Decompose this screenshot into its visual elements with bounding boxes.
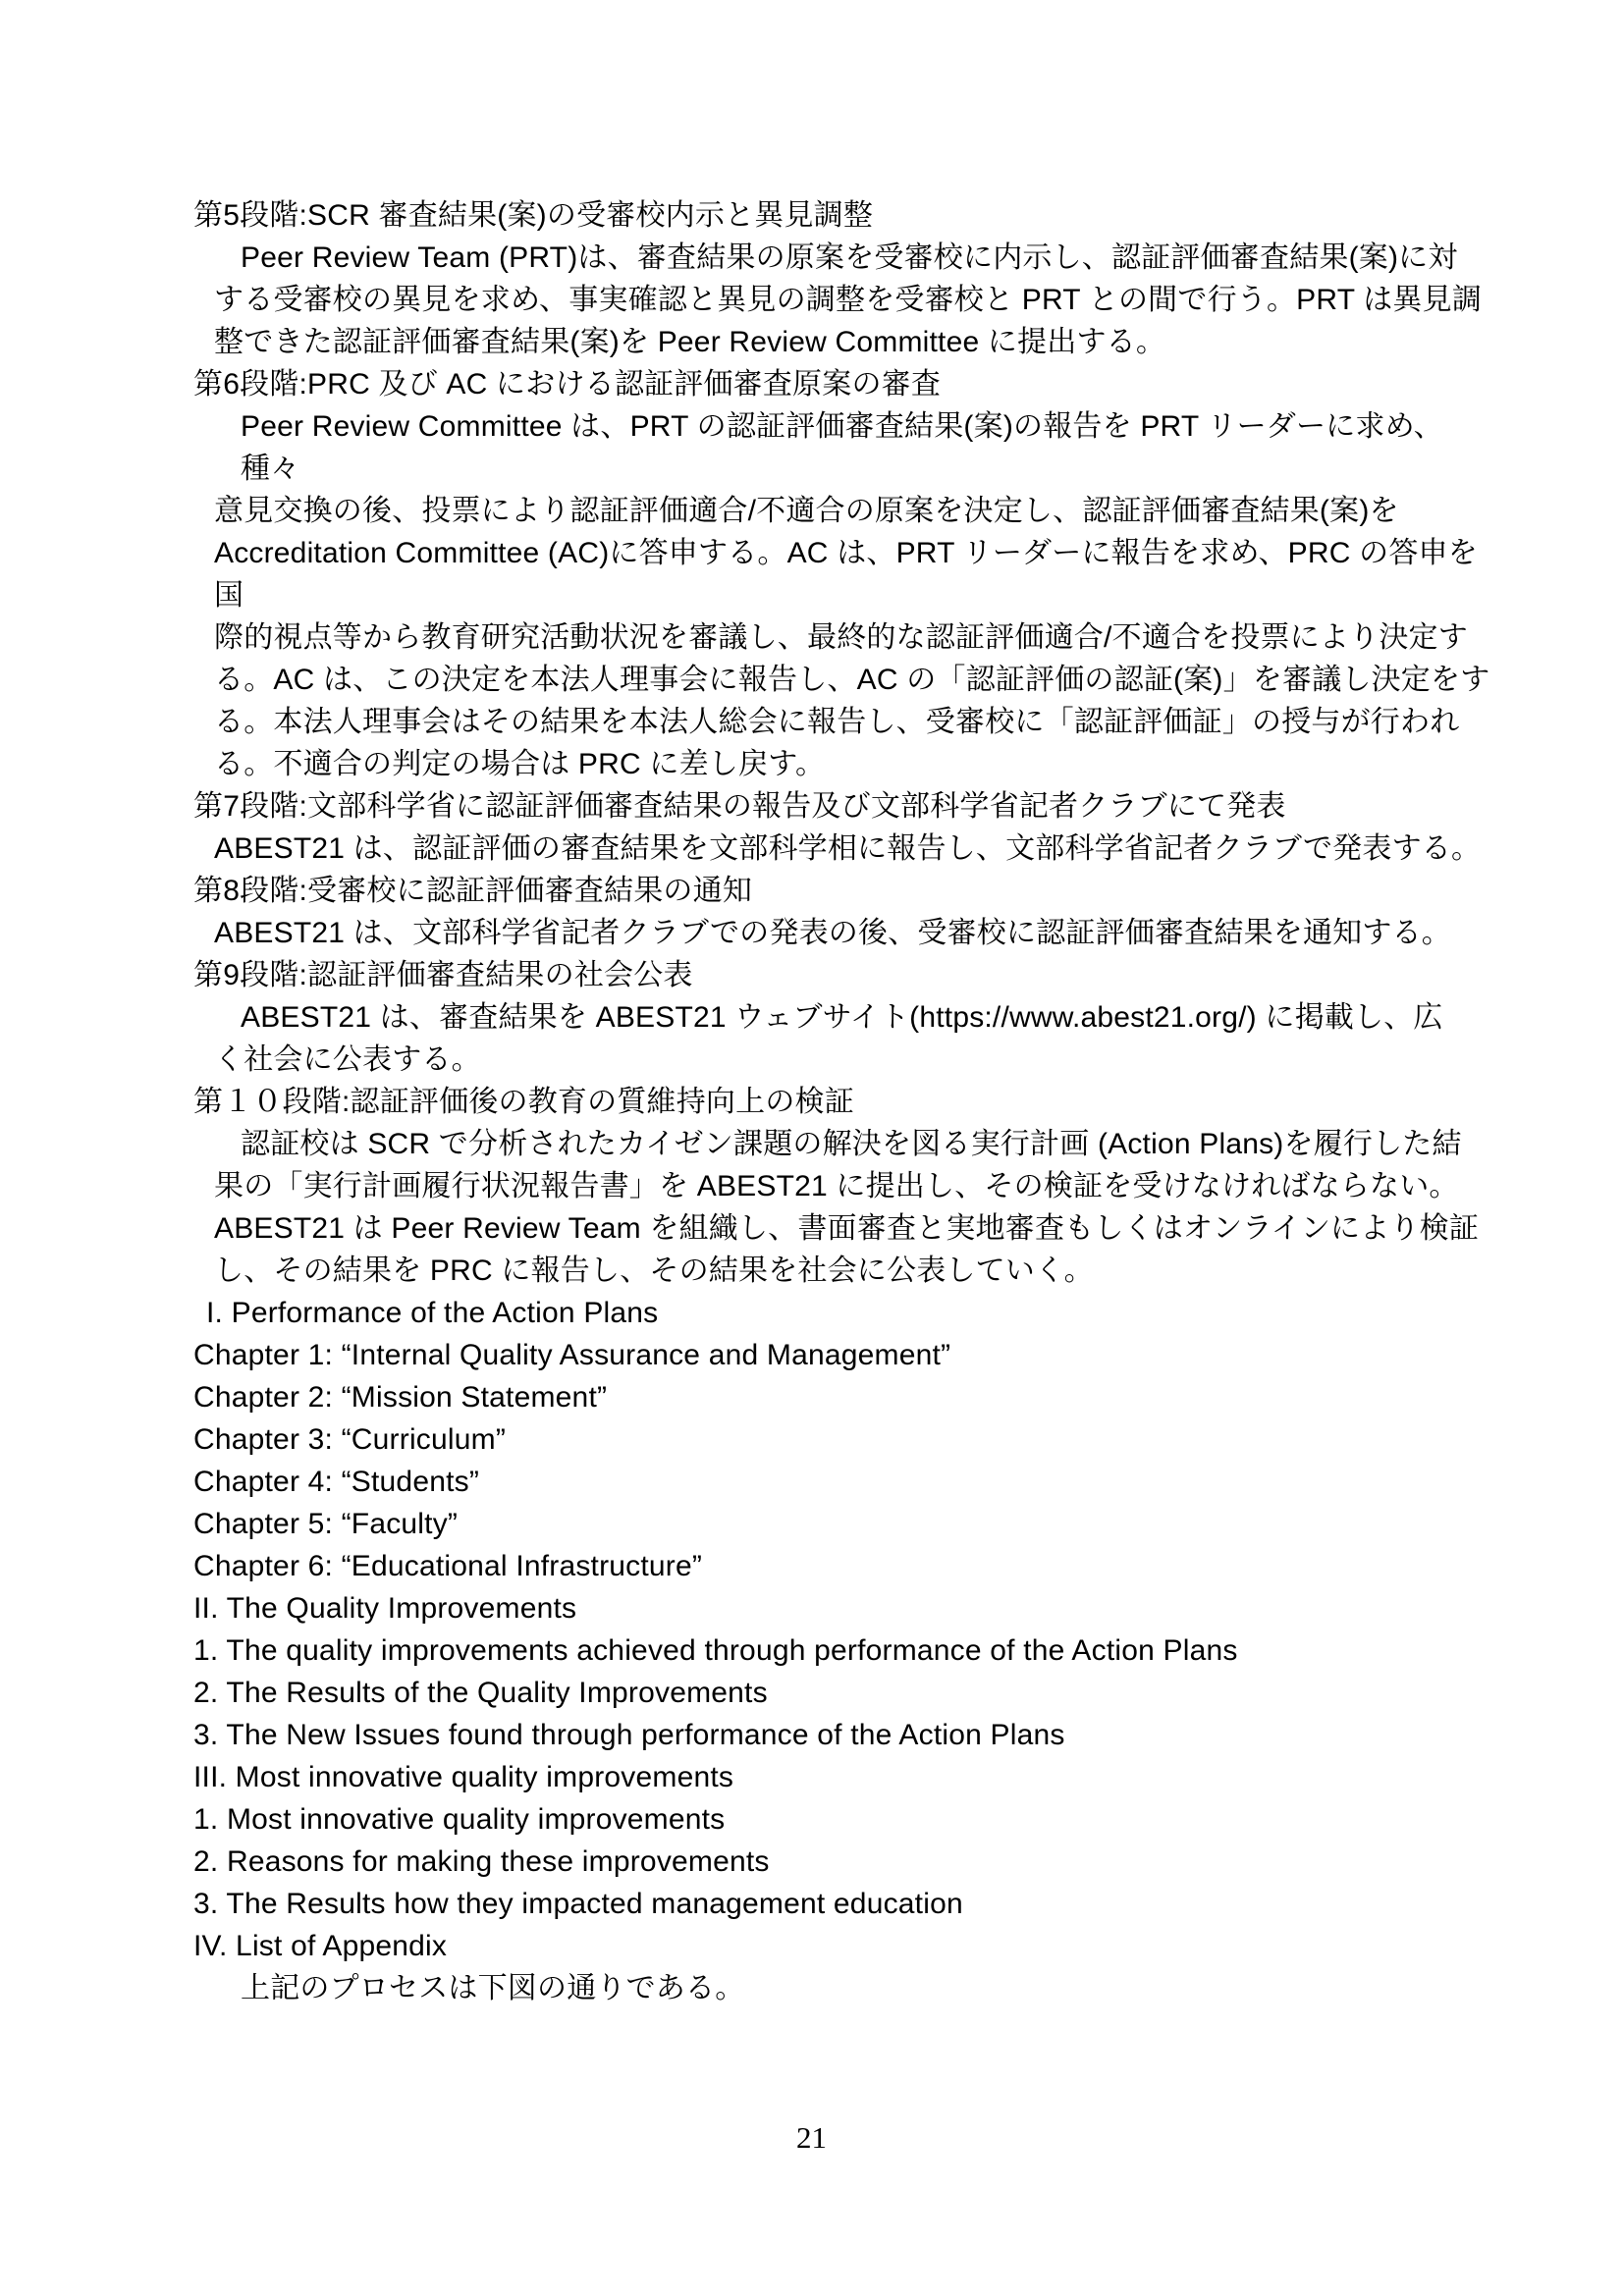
document-line: Chapter 5: “Faculty” [193,1508,459,1540]
document-line: Chapter 3: “Curriculum” [193,1423,507,1456]
document-body [193,194,1494,2009]
document-line: 1. Most innovative quality improvements [193,1803,726,1836]
document-line: 3. The Results how they impacted management education [193,1888,963,1920]
document-line: Chapter 2: “Mission Statement” [193,1381,608,1414]
document-line: ABEST21 は、文部科学省記者クラブでの発表の後、受審校に認証評価審査結果を通知する。 [214,917,1451,949]
document-line: する受審校の異見を求め、事実確認と異見の調整を受審校と PRT との間で行う。PRT は異見調 [214,284,1483,316]
document-line: 3. The New Issues found through performance of the Action Plans [193,1719,1065,1751]
document-line: Chapter 6: “Educational Infrastructure” [193,1550,703,1582]
document-line: ABEST21 は、審査結果を ABEST21 ウェブサイト(https://www.abest21.org/) に掲載し、広 [241,1001,1443,1034]
document-line: 第6段階:PRC 及び AC における認証評価審査原案の審査 [193,368,942,400]
document-line: 第7段階:文部科学省に認証評価審査結果の報告及び文部科学省記者クラブにて発表 [193,790,1286,823]
document-line: Peer Review Committee は、PRT の認証評価審査結果(案)の報告を PRT リーダーに求め、種々 [241,410,1443,485]
document-line: る。AC は、この決定を本法人理事会に報告し、AC の「認証評価の認証(案)」を審議し決定をす [214,664,1490,696]
document-line: III. Most innovative quality improvements [193,1761,734,1793]
document-line: I. Performance of the Action Plans [206,1297,659,1329]
document-line: く社会に公表する。 [214,1043,481,1076]
document-line: 意見交換の後、投票により認証評価適合/不適合の原案を決定し、認証評価審査結果(案)を [214,495,1399,527]
document-line: ABEST21 は Peer Review Team を組織し、書面審査と実地審査もしくはオンラインにより検証 [214,1212,1480,1245]
document-line: Accreditation Committee (AC)に答申する。AC は、PRT リーダーに報告を求め、PRC の答申を国 [214,537,1478,612]
document-line: 第5段階:SCR 審査結果(案)の受審校内示と異見調整 [193,199,874,232]
document-line: る。本法人理事会はその結果を本法人総会に報告し、受審校に「認証評価証」の授与が行われ [214,706,1460,738]
document-line: 第9段階:認証評価審査結果の社会公表 [193,959,693,991]
document-line: し、その結果を PRC に報告し、その結果を社会に公表していく。 [214,1255,1094,1287]
document-line: 第8段階:受審校に認証評価審査結果の通知 [193,875,753,907]
document-line: 認証校は SCR で分析されたカイゼン課題の解決を図る実行計画 (Action Plans)を履行した結 [241,1128,1462,1160]
document-line: 際的視点等から教育研究活動状況を審議し、最終的な認証評価適合/不適合を投票により決定す [214,621,1468,654]
document-line: 1. The quality improvements achieved through performance of the Action Plans [193,1634,1238,1667]
document-line: 整できた認証評価審査結果(案)を Peer Review Committee に提出する。 [214,326,1166,358]
document-line: 2. Reasons for making these improvements [193,1845,770,1878]
document-line: Chapter 4: “Students” [193,1466,480,1498]
document-line: Chapter 1: “Internal Quality Assurance and Management” [193,1339,951,1371]
document-line: る。不適合の判定の場合は PRC に差し戻す。 [214,748,826,780]
page-number: 21 [796,2120,827,2155]
document-line: 2. The Results of the Quality Improvements [193,1677,768,1709]
document-line: 第１０段階:認証評価後の教育の質維持向上の検証 [193,1086,854,1118]
document-line: ABEST21 は、認証評価の審査結果を文部科学相に報告し、文部科学省記者クラブで発表する。 [214,832,1482,865]
document-line: IV. List of Appendix [193,1930,448,1962]
document-line: Peer Review Team (PRT)は、審査結果の原案を受審校に内示し、認証評価審査結果(案)に対 [241,241,1458,274]
document-line: II. The Quality Improvements [193,1592,577,1625]
document-line: 果の「実行計画履行状況報告書」を ABEST21 に提出し、その検証を受けなければならない。 [214,1170,1459,1202]
document-line: 上記のプロセスは下図の通りである。 [241,1972,745,2004]
